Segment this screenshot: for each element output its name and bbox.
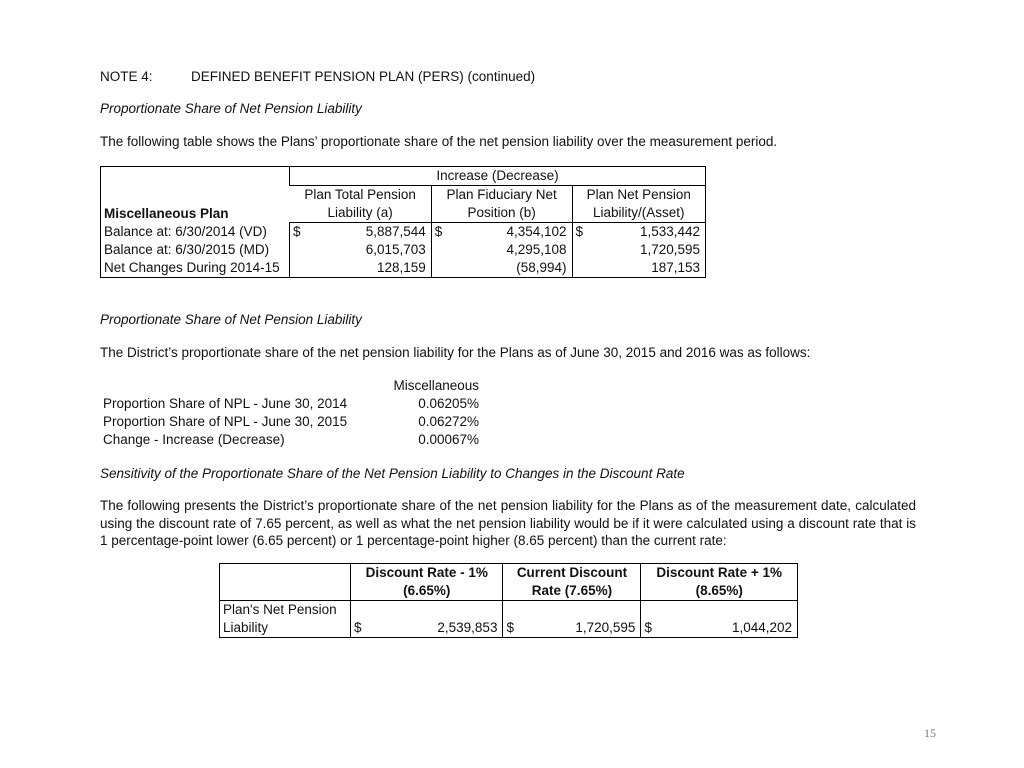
cell-value: 1,720,595 bbox=[575, 620, 636, 635]
table-row bbox=[101, 241, 706, 259]
table-row bbox=[220, 619, 798, 638]
col-header-c-line2: Liability/(Asset) bbox=[572, 204, 705, 223]
section3-intro: The following presents the District’s proportionate share of the net pension liability for the Plans as of the measurement date, calculated using the discount rate of 7.65 percent, as well as what the net pension liability would be if it were calculated using a discount rate that is 1 percentage-point lower (6.65 percent) or 1 percentage-point higher (8.65 percent) than the current rate: bbox=[100, 498, 916, 548]
section1-heading: Proportionate Share of Net Pension Liability bbox=[100, 101, 362, 116]
row-header: Miscellaneous Plan bbox=[104, 205, 229, 221]
currency-symbol: $ bbox=[351, 619, 367, 638]
table-row bbox=[100, 431, 482, 449]
currency-symbol: $ bbox=[431, 223, 447, 242]
row-label: Net Changes During 2014-15 bbox=[104, 260, 280, 275]
row-label-line1: Plan's Net Pension bbox=[220, 601, 351, 620]
col-header-current-line1: Current Discount bbox=[503, 564, 641, 583]
currency-symbol: $ bbox=[641, 619, 657, 638]
currency-symbol: $ bbox=[572, 223, 588, 242]
row-label: Balance at: 6/30/2014 (VD) bbox=[104, 223, 267, 239]
proportion-column-header: Miscellaneous bbox=[393, 378, 479, 393]
currency-symbol: $ bbox=[503, 619, 519, 638]
pension-liability-table bbox=[100, 166, 706, 278]
cell-value: 4,295,108 bbox=[506, 242, 567, 257]
cell-value: 0.00067% bbox=[418, 432, 479, 447]
section1-intro: The following table shows the Plans’ proportionate share of the net pension liability over the measurement period. bbox=[100, 134, 778, 149]
cell-value: (58,994) bbox=[516, 260, 567, 275]
table-row bbox=[100, 413, 482, 431]
row-label: Change - Increase (Decrease) bbox=[103, 432, 285, 447]
col-header-c-line1: Plan Net Pension bbox=[572, 186, 705, 205]
note-title: DEFINED BENEFIT PENSION PLAN (PERS) (continued) bbox=[191, 69, 536, 84]
cell-value: 1,044,202 bbox=[731, 620, 792, 635]
cell-value: 1,533,442 bbox=[639, 224, 700, 239]
table-row bbox=[101, 223, 706, 242]
col-header-a-line1: Plan Total Pension bbox=[290, 186, 432, 205]
col-header-higher-line1: Discount Rate + 1% bbox=[641, 564, 798, 583]
cell-value: 6,015,703 bbox=[365, 242, 426, 257]
col-header-lower-line2: (6.65%) bbox=[351, 582, 503, 601]
row-label: Balance at: 6/30/2015 (MD) bbox=[104, 242, 270, 257]
col-header-current-line2: Rate (7.65%) bbox=[503, 582, 641, 601]
section2-intro: The District’s proportionate share of the net pension liability for the Plans as of June 30, 2015 and 2016 was as follows: bbox=[100, 345, 811, 360]
cell-value: 4,354,102 bbox=[506, 224, 567, 239]
col-header-higher-line2: (8.65%) bbox=[641, 582, 798, 601]
section2-heading: Proportionate Share of Net Pension Liability bbox=[100, 312, 362, 327]
cell-value: 1,720,595 bbox=[639, 242, 700, 257]
note-label: NOTE 4: bbox=[100, 69, 153, 84]
cell-value: 0.06272% bbox=[418, 414, 479, 429]
sensitivity-table bbox=[219, 563, 798, 638]
table-row bbox=[100, 395, 482, 413]
page-number: 15 bbox=[924, 726, 936, 740]
row-label: Proportion Share of NPL - June 30, 2015 bbox=[103, 414, 348, 429]
cell-value: 5,887,544 bbox=[365, 224, 426, 239]
section3-heading: Sensitivity of the Proportionate Share of the Net Pension Liability to Changes in the Discount Rate bbox=[100, 466, 685, 481]
cell-value: 128,159 bbox=[376, 260, 426, 275]
currency-symbol: $ bbox=[290, 223, 306, 242]
col-header-lower-line1: Discount Rate - 1% bbox=[351, 564, 503, 583]
col-header-b-line2: Position (b) bbox=[431, 204, 572, 223]
table-row bbox=[220, 601, 798, 620]
cell-value: 2,539,853 bbox=[437, 620, 498, 635]
cell-value: 0.06205% bbox=[418, 396, 479, 411]
proportion-table bbox=[100, 377, 482, 449]
row-label-line2: Liability bbox=[223, 620, 269, 635]
cell-value: 187,153 bbox=[651, 260, 700, 275]
col-header-b-line1: Plan Fiduciary Net bbox=[431, 186, 572, 205]
col-header-a-line2: Liability (a) bbox=[290, 204, 432, 223]
row-label: Proportion Share of NPL - June 30, 2014 bbox=[103, 396, 348, 411]
table-row bbox=[101, 259, 706, 278]
group-header: Increase (Decrease) bbox=[290, 167, 706, 186]
